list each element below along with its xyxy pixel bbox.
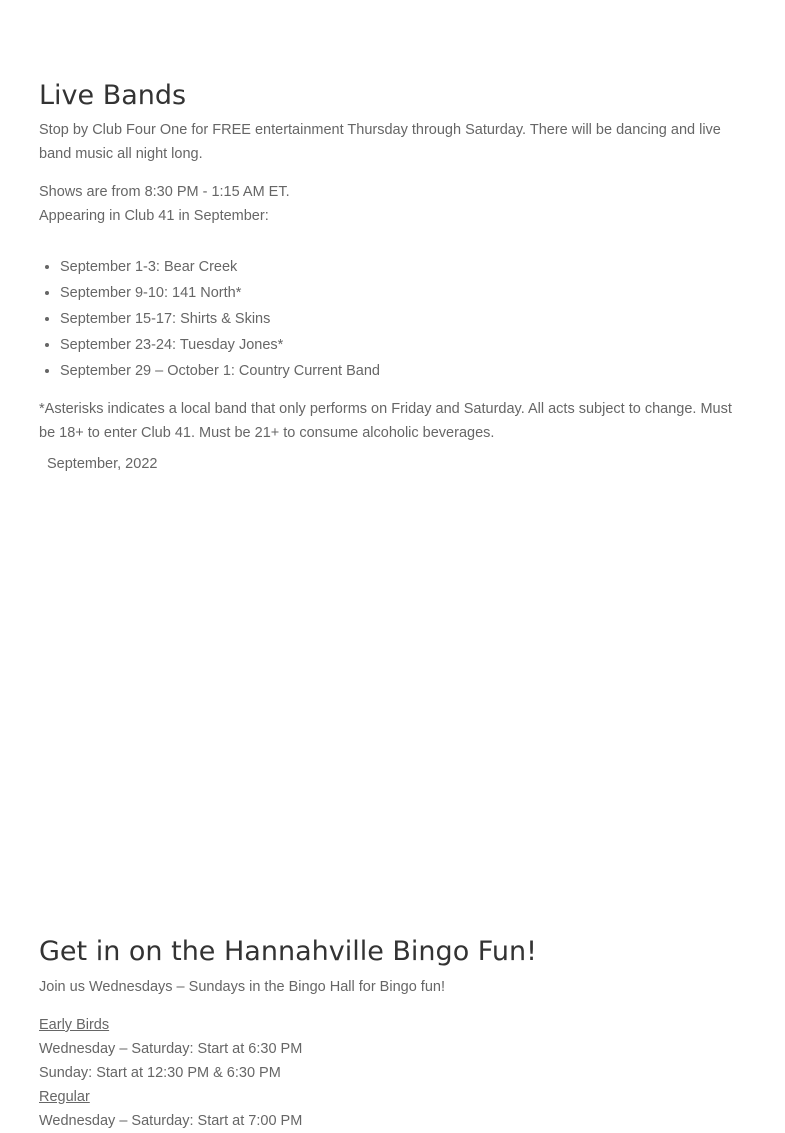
band-lineup-list	[39, 254, 739, 384]
list-item: • September 29 – October 1: Country Current Band	[60, 358, 739, 384]
list-item: • September 1-3: Bear Creek	[60, 254, 739, 280]
live-bands-section	[39, 80, 739, 445]
bingo-title: Get in on the Hannahville Bingo Fun!	[39, 936, 537, 967]
shows-time: Shows are from 8:30 PM - 1:15 AM ET.	[39, 184, 290, 200]
regular-wed-sat: Wednesday – Saturday: Start at 7:00 PM	[39, 1113, 303, 1129]
calendar-area	[39, 484, 739, 914]
list-item: • September 9-10: 141 North*	[60, 280, 739, 306]
early-birds-sunday: Sunday: Start at 12:30 PM & 6:30 PM	[39, 1065, 281, 1081]
early-birds-wed-sat: Wednesday – Saturday: Start at 6:30 PM	[39, 1041, 303, 1057]
list-item: • September 15-17: Shirts & Skins	[60, 306, 739, 332]
list-item: • September 23-24: Tuesday Jones*	[60, 332, 739, 358]
live-bands-title: Live Bands	[39, 80, 187, 111]
calendar-month-label: September, 2022	[47, 456, 158, 472]
asterisk-note: *Asterisks indicates a local band that only performs on Friday and Saturday. All acts subject to change. Must be 18+ to enter Club 41. Must be 21+ to consume alcoholic beverages.	[39, 401, 732, 441]
bingo-intro: Join us Wednesdays – Sundays in the Bingo Hall for Bingo fun!	[39, 979, 445, 995]
bingo-section	[39, 936, 739, 1133]
live-bands-intro: Stop by Club Four One for FREE entertainment Thursday through Saturday. There will be dancing and live band music all night long.	[39, 122, 721, 162]
appearing-heading: Appearing in Club 41 in September:	[39, 208, 269, 224]
regular-label: Regular	[39, 1089, 90, 1105]
early-birds-label: Early Birds	[39, 1017, 110, 1033]
